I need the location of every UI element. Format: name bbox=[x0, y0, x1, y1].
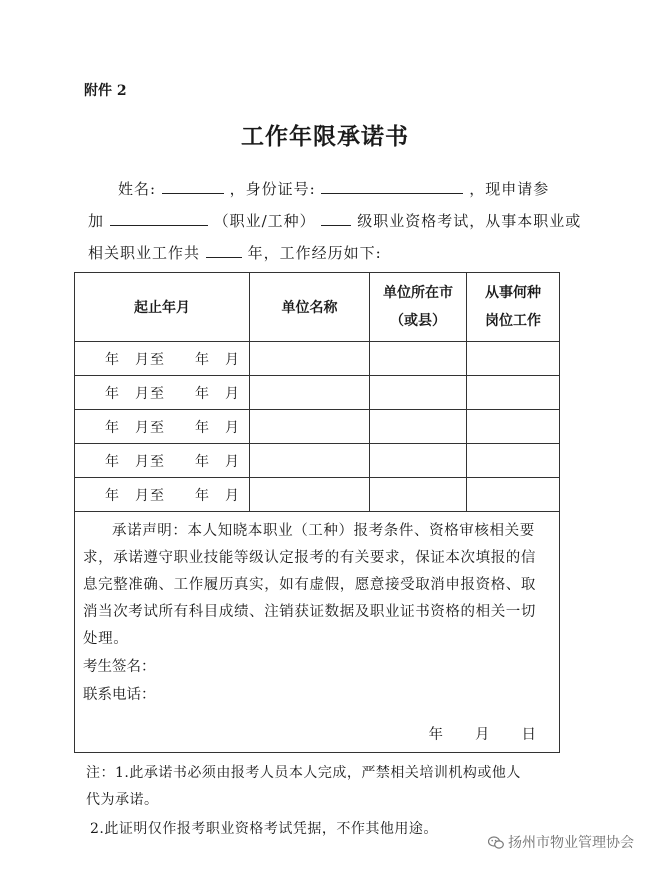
table-row bbox=[75, 478, 560, 512]
commitment-statement: 承诺声明：本人知晓本职业（工种）报考条件、资格审核相关要求，承诺遵守职业技能等级认定报考的有关要求，保证本次填报的信息完整准确、工作履历真实，如有虚假，愿意接受取消申报资格、取消当次考试所有科目成绩、注销获证数据及职业证书资格的相关一切处理。 bbox=[83, 523, 536, 647]
header-post bbox=[467, 273, 560, 342]
unit-city-cell[interactable] bbox=[370, 478, 467, 512]
id-number-blank[interactable] bbox=[321, 179, 463, 194]
intro-line-3 bbox=[88, 242, 382, 263]
period-cell[interactable]: 年 月至 年 月 bbox=[75, 342, 250, 376]
phone-label[interactable]: 联系电话： bbox=[83, 687, 156, 703]
occupation-label: （职业/工种） bbox=[213, 212, 316, 230]
period-cell[interactable]: 年 月至 年 月 bbox=[75, 410, 250, 444]
header-post-line1: 从事何种 bbox=[485, 285, 541, 301]
unit-city-cell[interactable] bbox=[370, 410, 467, 444]
level-text: 级职业资格考试，从事本职业或 bbox=[357, 212, 582, 230]
post-cell[interactable] bbox=[467, 410, 560, 444]
period-cell[interactable]: 年 月至 年 月 bbox=[75, 478, 250, 512]
intro-line-1 bbox=[118, 178, 549, 199]
line2-prefix: 加 bbox=[88, 212, 105, 230]
statement-cell bbox=[75, 512, 560, 753]
level-blank[interactable] bbox=[321, 211, 351, 226]
intro-line-2 bbox=[88, 210, 581, 231]
table-row bbox=[75, 376, 560, 410]
table-row bbox=[75, 342, 560, 376]
post-cell[interactable] bbox=[467, 376, 560, 410]
table-header-row bbox=[75, 273, 560, 342]
period-cell[interactable]: 年 月至 年 月 bbox=[75, 444, 250, 478]
post-cell[interactable] bbox=[467, 342, 560, 376]
line3-prefix: 相关职业工作共 bbox=[88, 244, 201, 262]
name-blank[interactable] bbox=[162, 179, 224, 194]
unit-city-cell[interactable] bbox=[370, 376, 467, 410]
years-text: 年，工作经历如下: bbox=[247, 244, 382, 262]
unit-name-cell[interactable] bbox=[250, 410, 370, 444]
header-city-line2: （或县） bbox=[390, 313, 446, 329]
years-blank[interactable] bbox=[206, 243, 242, 258]
header-city-line1: 单位所在市 bbox=[383, 285, 453, 301]
name-label: 姓名: bbox=[118, 180, 157, 198]
table-row bbox=[75, 444, 560, 478]
post-cell[interactable] bbox=[467, 444, 560, 478]
header-period: 起止年月 bbox=[75, 273, 250, 342]
header-post-line2: 岗位工作 bbox=[485, 313, 541, 329]
signature-label[interactable]: 考生签名： bbox=[83, 659, 156, 675]
statement-row bbox=[75, 512, 560, 753]
note-1-line-1: 注：1.此承诺书必须由报考人员本人完成，严禁相关培训机构或他人 bbox=[86, 765, 521, 781]
unit-city-cell[interactable] bbox=[370, 342, 467, 376]
post-cell[interactable] bbox=[467, 478, 560, 512]
period-cell[interactable]: 年 月至 年 月 bbox=[75, 376, 250, 410]
work-history-table bbox=[74, 272, 560, 753]
apply-text: ，现申请参 bbox=[469, 180, 550, 198]
unit-name-cell[interactable] bbox=[250, 444, 370, 478]
note-2: 2.此证明仅作报考职业资格考试凭据，不作其他用途。 bbox=[90, 821, 438, 837]
unit-city-cell[interactable] bbox=[370, 444, 467, 478]
watermark bbox=[488, 832, 634, 852]
unit-name-cell[interactable] bbox=[250, 478, 370, 512]
header-unit-city bbox=[370, 273, 467, 342]
wechat-icon bbox=[488, 836, 504, 849]
table-row bbox=[75, 410, 560, 444]
document-title: 工作年限承诺书 bbox=[241, 123, 409, 150]
occupation-blank[interactable] bbox=[110, 211, 208, 226]
unit-name-cell[interactable] bbox=[250, 376, 370, 410]
note-1-line-2: 代为承诺。 bbox=[86, 792, 159, 808]
unit-name-cell[interactable] bbox=[250, 342, 370, 376]
watermark-text: 扬州市物业管理协会 bbox=[508, 835, 634, 851]
sign-date[interactable]: 年 月 日 bbox=[428, 727, 537, 743]
header-unit-name: 单位名称 bbox=[250, 273, 370, 342]
id-label: ，身份证号: bbox=[229, 180, 316, 198]
attachment-label: 附件 2 bbox=[84, 83, 127, 99]
